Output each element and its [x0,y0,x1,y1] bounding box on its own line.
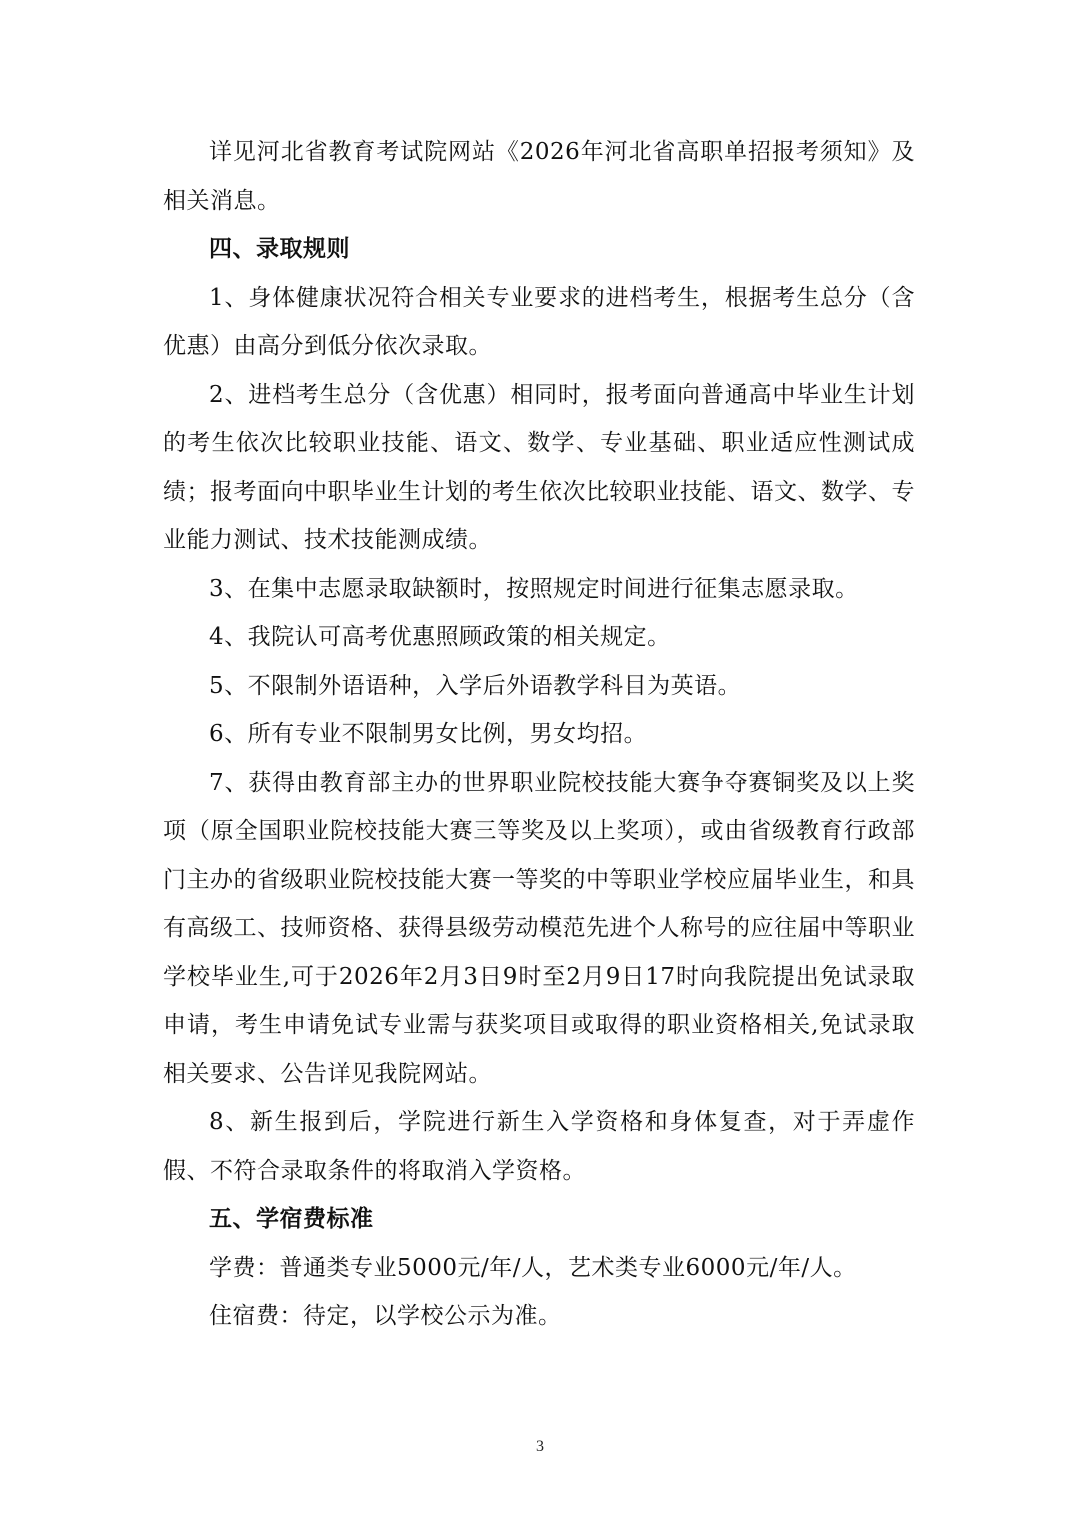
rule-item-5: 5、不限制外语语种，入学后外语教学科目为英语。 [209,672,742,699]
section-4-heading: 四、录取规则 [209,236,350,262]
page-number: 3 [536,1438,544,1455]
tuition-fee: 学费：普通类专业5000元/年/人，艺术类专业6000元/年/人。 [209,1254,857,1281]
rule-item-7: 7、获得由教育部主办的世界职业院校技能大赛争夺赛铜奖及以上奖项（原全国职业院校技能大赛三等奖及以上奖项），或由省级教育行政部门主办的省级职业院校技能大赛一等奖的中等职业学校应届毕业生，和具有高级工、技师资格、获得县级劳动模范先进个人称号的应往届中等职业学校毕业生,可于2026年2月3日9时至2月9日17时向我院提出免试录取申请，考生申请免试专业需与获奖项目或取得的职业资格相关,免试录取相关要求、公告详见我院网站。 [163,769,915,1087]
rule-item-3: 3、在集中志愿录取缺额时，按照规定时间进行征集志愿录取。 [209,575,859,602]
document-body [163,128,915,1341]
section-5-heading: 五、学宿费标准 [209,1206,374,1232]
rule-item-8: 8、新生报到后，学院进行新生入学资格和身体复查，对于弄虚作假、不符合录取条件的将取消入学资格。 [163,1109,915,1184]
accommodation-fee: 住宿费：待定，以学校公示为准。 [209,1303,562,1329]
rule-item-1: 1、身体健康状况符合相关专业要求的进档考生，根据考生总分（含优惠）由高分到低分依次录取。 [163,284,915,359]
rule-item-6: 6、所有专业不限制男女比例，男女均招。 [209,721,648,747]
rule-item-2: 2、进档考生总分（含优惠）相同时，报考面向普通高中毕业生计划的考生依次比较职业技能、语文、数学、专业基础、职业适应性测试成绩；报考面向中职毕业生计划的考生依次比较职业技能、语文、数学、专业能力测试、技术技能测成绩。 [163,381,915,553]
intro-paragraph: 详见河北省教育考试院网站《2026年河北省高职单招报考须知》及相关消息。 [163,139,915,214]
rule-item-4: 4、我院认可高考优惠照顾政策的相关规定。 [209,624,671,650]
